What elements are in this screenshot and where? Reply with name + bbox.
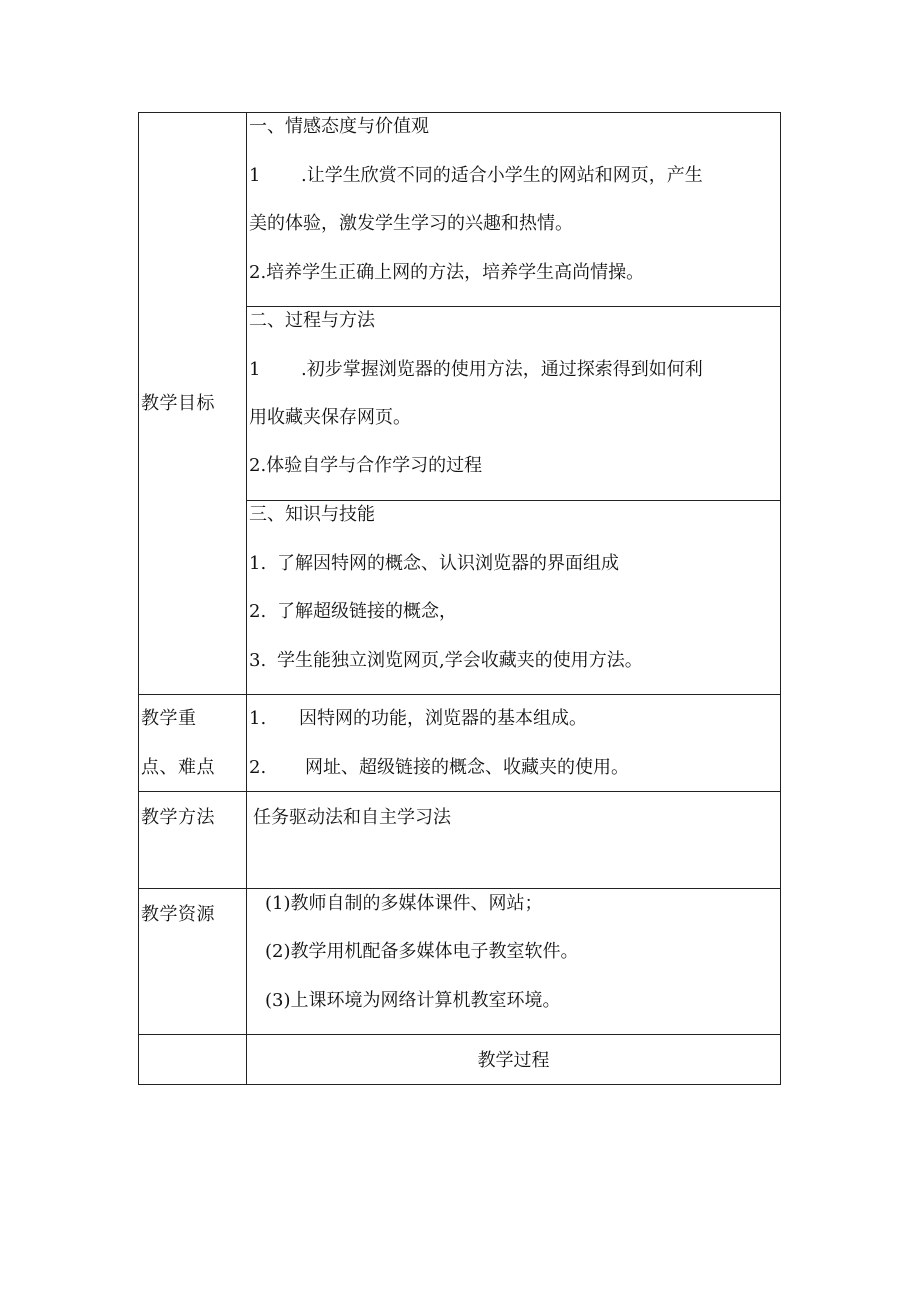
objectives-label-cell — [139, 113, 247, 695]
process-item-1-number: 1 — [249, 359, 261, 380]
affective-item-1-text: .让学生欣赏不同的适合小学生的网站和网页，产生 — [301, 165, 703, 186]
objectives-row-affective — [139, 113, 781, 307]
affective-item-1-continued: 美的体验，激发学生学习的兴趣和热情。 — [249, 213, 573, 234]
resources-label-cell — [139, 889, 247, 1035]
key-points-label-cell — [139, 695, 247, 792]
resources-item-2: (2)教学用机配备多媒体电子教室软件。 — [265, 941, 579, 962]
method-label-cell — [139, 792, 247, 889]
resources-row — [139, 889, 781, 1035]
knowledge-item-1-number: 1. — [249, 553, 267, 574]
affective-heading: 一、情感态度与价值观 — [249, 116, 429, 137]
process-item-1-continued: 用收藏夹保存网页。 — [249, 407, 411, 428]
key-points-item-2-number: 2. — [249, 757, 267, 778]
key-points-item-1 — [249, 707, 587, 731]
knowledge-item-3-number: 3. — [249, 650, 267, 671]
method-row — [139, 792, 781, 889]
affective-item-1-number: 1 — [249, 165, 261, 186]
process-cell — [247, 307, 781, 501]
knowledge-heading: 三、知识与技能 — [249, 504, 375, 525]
knowledge-item-1-text: 了解因特网的概念、认识浏览器的界面组成 — [277, 553, 619, 574]
key-points-item-1-text: 因特网的功能，浏览器的基本组成。 — [299, 708, 587, 729]
process-heading: 二、过程与方法 — [249, 310, 375, 331]
objectives-label: 教学目标 — [141, 393, 215, 414]
affective-item-2: 2.培养学生正确上网的方法，培养学生高尚情操。 — [249, 262, 645, 283]
key-points-label-line-1: 教学重 — [141, 708, 197, 729]
affective-cell — [247, 113, 781, 307]
resources-label: 教学资源 — [141, 904, 215, 925]
key-points-label-line-2: 点、难点 — [141, 757, 215, 778]
affective-item-1 — [249, 164, 703, 188]
process-item-1 — [249, 358, 703, 382]
process-header-row — [139, 1035, 781, 1085]
process-item-2: 2.体验自学与合作学习的过程 — [249, 455, 483, 476]
process-header-title: 教学过程 — [477, 1050, 550, 1071]
method-label: 教学方法 — [141, 807, 215, 828]
knowledge-item-2-number: 2. — [249, 601, 267, 622]
resources-item-1: (1)教师自制的多媒体课件、网站； — [265, 893, 543, 914]
knowledge-item-2-text: 了解超级链接的概念， — [277, 601, 457, 622]
lesson-plan-table — [138, 112, 781, 1085]
key-points-item-1-number: 1. — [249, 708, 267, 729]
knowledge-item-3 — [249, 649, 643, 673]
key-points-row — [139, 695, 781, 792]
knowledge-item-1 — [249, 552, 619, 576]
knowledge-cell — [247, 501, 781, 695]
key-points-item-2 — [249, 756, 629, 780]
method-text: 任务驱动法和自主学习法 — [253, 807, 451, 828]
resources-cell — [247, 889, 781, 1035]
key-points-cell — [247, 695, 781, 792]
knowledge-item-3-text: 学生能独立浏览网页,学会收藏夹的使用方法。 — [277, 650, 643, 671]
process-header-label-cell — [139, 1035, 247, 1085]
process-item-1-text: .初步掌握浏览器的使用方法，通过探索得到如何利 — [301, 359, 703, 380]
process-header-cell — [247, 1035, 781, 1085]
knowledge-item-2 — [249, 600, 457, 624]
key-points-item-2-text: 网址、超级链接的概念、收藏夹的使用。 — [305, 757, 629, 778]
resources-item-3: (3)上课环境为网络计算机教室环境。 — [265, 990, 561, 1011]
method-cell — [247, 792, 781, 889]
